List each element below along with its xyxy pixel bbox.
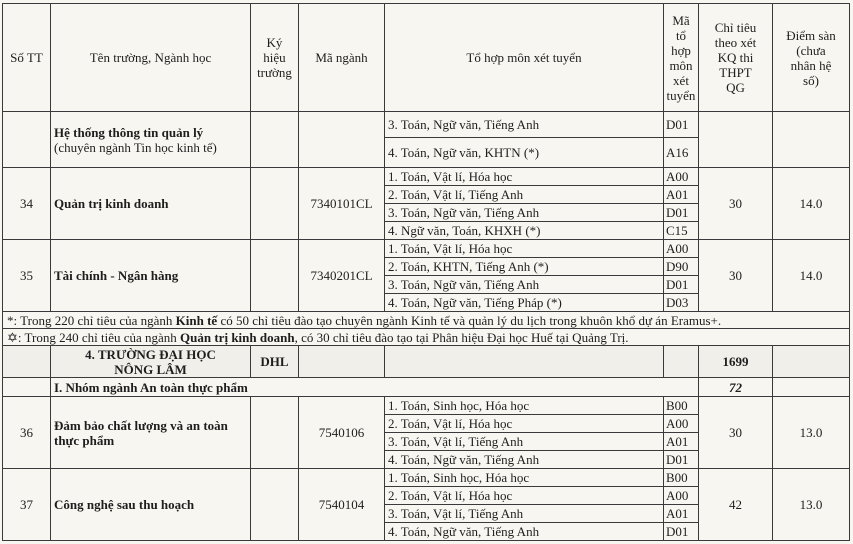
header-ma-nganh: Mã ngành bbox=[299, 4, 385, 112]
school-name: 4. TRƯỜNG ĐẠI HỌC NÔNG LÂM bbox=[51, 346, 251, 378]
min-score: 13.0 bbox=[773, 397, 850, 469]
combo-code: A16 bbox=[664, 138, 699, 168]
subject-combo: 3. Toán, Ngữ văn, Tiếng Anh bbox=[385, 204, 664, 222]
table-row bbox=[3, 168, 850, 186]
major-name: Hệ thống thông tin quản lý (chuyên ngành Tin học kinh tế) bbox=[51, 112, 251, 168]
subject-combo: 4. Toán, Ngữ văn, KHTN (*) bbox=[385, 138, 664, 168]
admission-table bbox=[2, 3, 850, 541]
combo-code: A01 bbox=[664, 433, 699, 451]
subject-combo: 1. Toán, Vật lí, Hóa học bbox=[385, 240, 664, 258]
major-code: 7540106 bbox=[299, 397, 385, 469]
subject-combo: 1. Toán, Vật lí, Hóa học bbox=[385, 168, 664, 186]
min-score: 14.0 bbox=[773, 168, 850, 240]
combo-code: B00 bbox=[664, 469, 699, 487]
header-ten-truong: Tên trường, Ngành học bbox=[51, 4, 251, 112]
subject-combo: 4. Toán, Ngữ văn, Tiếng Anh bbox=[385, 523, 664, 541]
combo-code: A00 bbox=[664, 240, 699, 258]
combo-code: D01 bbox=[664, 451, 699, 469]
row-stt: 34 bbox=[3, 168, 51, 240]
subject-combo: 2. Toán, Vật lí, Hóa học bbox=[385, 487, 664, 505]
major-name: Tài chính - Ngân hàng bbox=[51, 240, 251, 312]
group-name: I. Nhóm ngành An toàn thực phẩm bbox=[51, 378, 699, 397]
combo-code: A01 bbox=[664, 186, 699, 204]
group-row bbox=[3, 378, 850, 397]
combo-code: D03 bbox=[664, 294, 699, 312]
subject-combo: 3. Toán, Vật lí, Tiếng Anh bbox=[385, 505, 664, 523]
school-row bbox=[3, 346, 850, 378]
combo-code: B00 bbox=[664, 397, 699, 415]
footnote-kinh-te: *: Trong 220 chỉ tiêu của ngành Kinh tế có 50 chỉ tiêu đào tạo chuyên ngành Kinh tế và quản lý du lịch trong khuôn khổ dự án Eramus+. bbox=[3, 312, 850, 329]
row-stt: 36 bbox=[3, 397, 51, 469]
footnote-qtkd: ✡: Trong 240 chỉ tiêu của ngành Quản trị kinh doanh, có 30 chỉ tiêu đào tạo tại Phân hiệu Đại học Huế tại Quảng Trị. bbox=[3, 329, 850, 346]
combo-code: D01 bbox=[664, 276, 699, 294]
quota: 30 bbox=[699, 168, 773, 240]
combo-code: A01 bbox=[664, 505, 699, 523]
footnote-row bbox=[3, 312, 850, 329]
subject-combo: 2. Toán, Vật lí, Hóa học bbox=[385, 415, 664, 433]
combo-code: A00 bbox=[664, 168, 699, 186]
min-score: 14.0 bbox=[773, 240, 850, 312]
subject-combo: 3. Toán, Ngữ văn, Tiếng Anh bbox=[385, 276, 664, 294]
row-stt: 37 bbox=[3, 469, 51, 541]
table-row bbox=[3, 397, 850, 415]
subject-combo: 2. Toán, KHTN, Tiếng Anh (*) bbox=[385, 258, 664, 276]
header-diem-san: Điểm sàn (chưa nhân hệ số) bbox=[773, 4, 850, 112]
subject-combo: 3. Toán, Ngữ văn, Tiếng Anh bbox=[385, 112, 664, 138]
combo-code: A00 bbox=[664, 487, 699, 505]
row-stt: 35 bbox=[3, 240, 51, 312]
group-total: 72 bbox=[699, 378, 773, 397]
combo-code: D01 bbox=[664, 204, 699, 222]
combo-code: D90 bbox=[664, 258, 699, 276]
header-ky-hieu: Ký hiệu trường bbox=[251, 4, 299, 112]
table-row bbox=[3, 469, 850, 487]
header-chi-tieu: Chỉ tiêu theo xét KQ thi THPT QG bbox=[699, 4, 773, 112]
subject-combo: 1. Toán, Sinh học, Hóa học bbox=[385, 397, 664, 415]
footnote-row bbox=[3, 329, 850, 346]
subject-combo: 1. Toán, Sinh học, Hóa học bbox=[385, 469, 664, 487]
quota: 30 bbox=[699, 240, 773, 312]
major-code: 7340101CL bbox=[299, 168, 385, 240]
table-header-row bbox=[3, 4, 850, 112]
major-name: Công nghệ sau thu hoạch bbox=[51, 469, 251, 541]
subject-combo: 4. Toán, Ngữ văn, Tiếng Anh bbox=[385, 451, 664, 469]
quota: 42 bbox=[699, 469, 773, 541]
combo-code: A00 bbox=[664, 415, 699, 433]
combo-code: D01 bbox=[664, 523, 699, 541]
header-to-hop: Tổ hợp môn xét tuyển bbox=[385, 4, 664, 112]
table-row bbox=[3, 240, 850, 258]
combo-code: D01 bbox=[664, 112, 699, 138]
table-row bbox=[3, 112, 850, 138]
major-code: 7540104 bbox=[299, 469, 385, 541]
school-code: DHL bbox=[251, 346, 299, 378]
combo-code: C15 bbox=[664, 222, 699, 240]
quota: 30 bbox=[699, 397, 773, 469]
header-ma-to-hop: Mã tổ hợp môn xét tuyển bbox=[664, 4, 699, 112]
header-stt: Số TT bbox=[3, 4, 51, 112]
subject-combo: 4. Toán, Ngữ văn, Tiếng Pháp (*) bbox=[385, 294, 664, 312]
subject-combo: 2. Toán, Vật lí, Tiếng Anh bbox=[385, 186, 664, 204]
school-total: 1699 bbox=[699, 346, 773, 378]
major-name: Quản trị kinh doanh bbox=[51, 168, 251, 240]
major-name: Đảm bảo chất lượng và an toàn thực phẩm bbox=[51, 397, 251, 469]
major-code: 7340201CL bbox=[299, 240, 385, 312]
subject-combo: 4. Ngữ văn, Toán, KHXH (*) bbox=[385, 222, 664, 240]
min-score: 13.0 bbox=[773, 469, 850, 541]
subject-combo: 3. Toán, Vật lí, Tiếng Anh bbox=[385, 433, 664, 451]
